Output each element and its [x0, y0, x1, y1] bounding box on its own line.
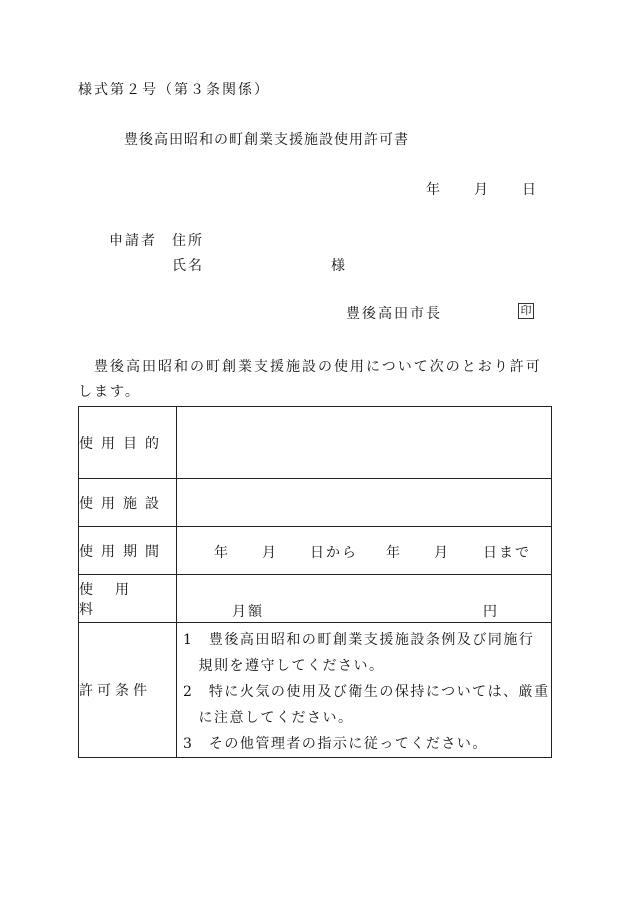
- condition-line: 規則を遵守してください。: [183, 658, 385, 674]
- conditions-label: 許可条件: [79, 623, 177, 758]
- fee-yen: 円: [483, 604, 497, 620]
- honorific: 様: [331, 258, 347, 274]
- facility-label: 使用施設: [79, 479, 177, 527]
- fee-row: [79, 575, 552, 623]
- document-title: 豊後高田昭和の町創業支援施設使用許可書: [124, 132, 409, 148]
- from-month: 月: [262, 545, 276, 561]
- fee-label: 使用料: [79, 575, 177, 623]
- name-label: 氏名: [172, 258, 204, 274]
- fee-value: [177, 575, 552, 623]
- to-month: 月: [434, 545, 448, 561]
- permit-table: [78, 406, 552, 758]
- facility-value: [177, 479, 552, 527]
- purpose-label: 使用目的: [79, 407, 177, 479]
- conditions-list: [177, 623, 551, 757]
- facility-row: [79, 479, 552, 527]
- period-value: [177, 527, 552, 575]
- fee-monthly: 月額: [232, 604, 264, 620]
- condition-line: 1 豊後高田昭和の町創業支援施設条例及び同施行: [183, 632, 535, 648]
- seal-mark: 印: [518, 303, 534, 319]
- from-year: 年: [214, 545, 228, 561]
- applicant-label: 申請者: [109, 233, 157, 249]
- from-day: 日から: [310, 545, 358, 561]
- conditions-value: [177, 623, 552, 758]
- address-label: 住所: [172, 233, 204, 249]
- date-year: 年: [426, 182, 440, 198]
- body-text: 豊後高田昭和の町創業支援施設の使用について次のとおり許可します。: [78, 359, 542, 400]
- condition-line: 2 特に火気の使用及び衛生の保持については、厳重: [183, 684, 550, 700]
- date-day: 日: [522, 182, 536, 198]
- purpose-value: [177, 407, 552, 479]
- period-label: 使用期間: [79, 527, 177, 575]
- condition-line: 3 その他管理者の指示に従ってください。: [183, 736, 488, 752]
- condition-line: に注意してください。: [183, 710, 354, 726]
- issuer-title: 豊後高田市長: [346, 306, 442, 322]
- to-day: 日まで: [483, 545, 531, 561]
- period-row: [79, 527, 552, 575]
- date-month: 月: [474, 182, 488, 198]
- purpose-row: [79, 407, 552, 479]
- conditions-row: [79, 623, 552, 758]
- to-year: 年: [386, 545, 400, 561]
- form-number: 様式第２号（第３条関係）: [78, 82, 270, 98]
